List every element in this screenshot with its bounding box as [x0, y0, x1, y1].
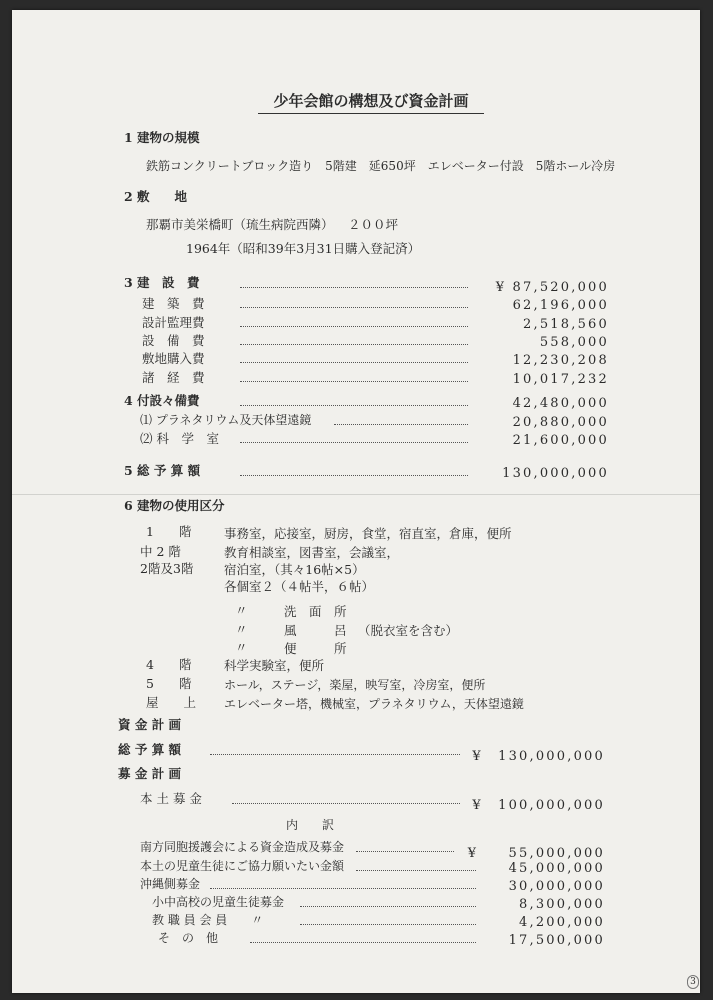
leader-dots [356, 870, 476, 871]
cost-item-amount: 62,196,000 [512, 298, 609, 313]
leader-dots [240, 307, 468, 308]
fund-item-label: 南方同胞援護会による資金造成及募金 [140, 840, 345, 854]
leader-dots [240, 287, 468, 288]
cost-item-amount: 558,000 [539, 335, 609, 350]
fund-item-amount: 8,300,000 [519, 897, 605, 912]
equipment-total: 42,480,000 [512, 396, 609, 411]
facility-name: 風 呂 [284, 623, 347, 638]
leader-dots [240, 381, 468, 382]
cost-item-label: 設 備 費 [142, 333, 205, 348]
section-4-heading: 4 付設々備費 [124, 393, 200, 408]
leader-dots [300, 906, 476, 907]
fund-plan-heading: 資 金 計 画 [118, 717, 182, 732]
leader-dots [210, 754, 460, 755]
facility-note: （脱衣室を含む） [358, 623, 459, 638]
ditto-mark: 〃 [235, 603, 248, 618]
fundraising-heading: 募 金 計 画 [118, 766, 182, 781]
leader-dots [356, 851, 454, 852]
leader-dots [240, 475, 468, 476]
floor-use: 科学実験室，便所 [224, 658, 325, 673]
leader-dots [240, 442, 468, 443]
equipment-item-label: ⑴ プラネタリウム及天体望遠鏡 [140, 413, 312, 427]
floor-use: エレベーター塔，機械室，プラネタリウム，天体望遠鏡 [224, 697, 524, 711]
cost-item-label: 建 築 費 [142, 296, 205, 311]
site-location: 那覇市美栄橋町（琉生病院西隣） [146, 217, 334, 232]
cost-item-label: 設計監理費 [142, 315, 205, 330]
floor-use: 宿泊室，（其々16帖×5） [224, 562, 365, 577]
floor-use: 事務室，応接室，厨房，食堂，宿直室，倉庫，便所 [224, 526, 512, 541]
floor-label: 1 階 [146, 524, 192, 539]
fund-item-amount: 30,000,000 [508, 879, 605, 894]
section-5-heading: 5 総 予 算 額 [124, 463, 201, 478]
ditto-mark: 〃 [235, 622, 248, 637]
mainland-fund-label: 本 土 募 金 [140, 791, 202, 806]
floor-label: 屋 上 [146, 695, 197, 710]
section-2-heading: 2 敷 地 [124, 189, 188, 204]
facility-name: 便 所 [284, 641, 347, 656]
cost-item-label: 諸 経 費 [142, 370, 205, 385]
leader-dots [240, 344, 468, 345]
site-area: ２００坪 [348, 217, 399, 232]
leader-dots [300, 924, 476, 925]
total-budget-amount: ¥ 130,000,000 [472, 749, 605, 764]
page-number-stamp: 3 [687, 975, 699, 989]
grand-total: 130,000,000 [502, 466, 609, 481]
cost-item-amount: 12,230,208 [512, 353, 609, 368]
floor-use: 教育相談室，図書室，会議室， [224, 545, 400, 560]
section-3-heading: 3 建 設 費 [124, 275, 200, 290]
fund-item-amount: ¥ 55,000,000 [467, 846, 605, 861]
site-purchase-date: 1964年（昭和39年3月31日購入登記済） [186, 241, 421, 256]
leader-dots [240, 405, 468, 406]
facility-name: 洗 面 所 [284, 604, 347, 619]
leader-dots [232, 803, 460, 804]
fold-line [12, 494, 700, 495]
equipment-item-label: ⑵ 科 学 室 [140, 431, 219, 446]
equipment-item-amount: 21,600,000 [512, 433, 609, 448]
fund-item-label: 教 職 員 会 員 〃 [152, 913, 264, 927]
floor-label: 5 階 [146, 676, 192, 691]
fund-item-label: 沖縄側募金 [140, 877, 201, 891]
leader-dots [240, 326, 468, 327]
leader-dots [210, 888, 476, 889]
mainland-fund-amount: ¥ 100,000,000 [472, 798, 605, 813]
fund-item-amount: 45,000,000 [508, 861, 605, 876]
floor-label: 2階及3階 [140, 561, 194, 576]
section-6-heading: 6 建物の使用区分 [124, 498, 225, 513]
building-scale-desc: 鉄筋コンクリートブロック造り 5階建 延650坪 エレベーター付設 5階ホール冷房 [146, 159, 616, 173]
leader-dots [240, 362, 468, 363]
fund-item-label: 小中高校の児童生徒募金 [152, 895, 285, 909]
cost-item-amount: 2,518,560 [523, 317, 609, 332]
floor-use: ホール，ステージ，楽屋，映写室，冷房室，便所 [224, 678, 486, 692]
document-title: 少年会館の構想及び資金計画 [258, 90, 484, 114]
equipment-item-amount: 20,880,000 [512, 415, 609, 430]
fund-item-label: 本土の児童生徒にご協力願いたい金額 [140, 859, 345, 873]
fund-item-amount: 4,200,000 [519, 915, 605, 930]
construction-total: ¥ 87,520,000 [495, 280, 609, 295]
section-1-heading: 1 建物の規模 [124, 130, 200, 145]
floor-label: 4 階 [146, 657, 192, 672]
ditto-mark: 〃 [235, 640, 248, 655]
fund-item-label: そ の 他 [158, 931, 219, 945]
leader-dots [250, 942, 476, 943]
leader-dots [334, 424, 468, 425]
floor-label: 中 2 階 [140, 544, 181, 559]
cost-item-label: 敷地購入費 [142, 351, 205, 366]
cost-item-amount: 10,017,232 [512, 372, 609, 387]
room-note: 各個室２（４帖半，６帖） [224, 579, 375, 594]
total-budget-label: 総 予 算 額 [118, 742, 182, 757]
breakdown-heading: 内 訳 [286, 818, 335, 832]
fund-item-amount: 17,500,000 [508, 933, 605, 948]
